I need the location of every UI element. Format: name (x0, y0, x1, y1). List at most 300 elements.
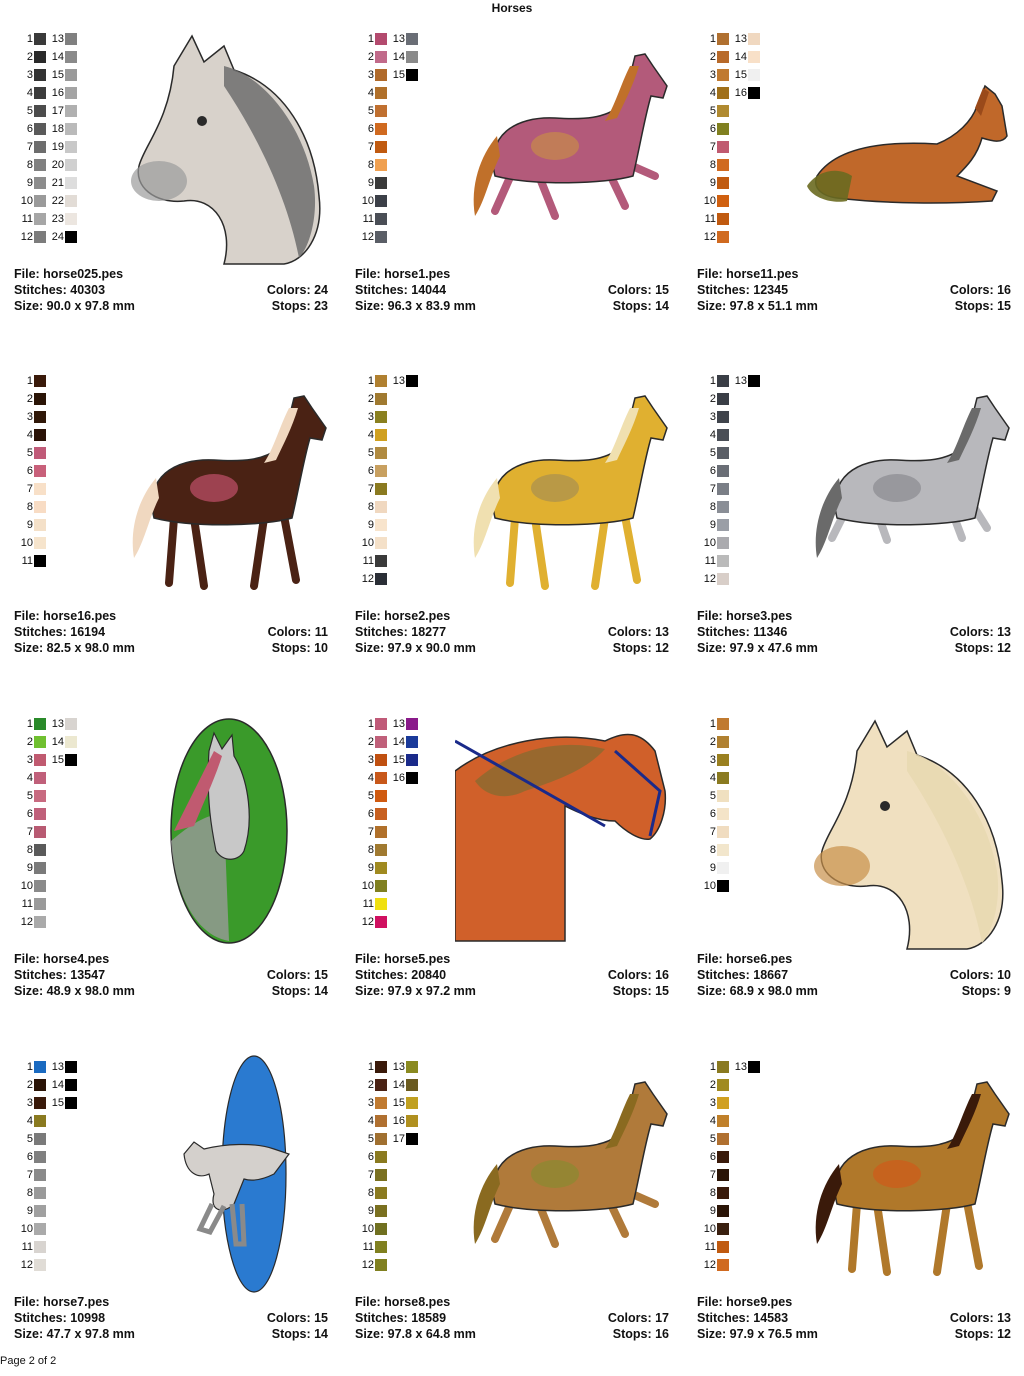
color-swatch (34, 1205, 46, 1217)
palette-row (14, 138, 77, 156)
palette-row (355, 426, 418, 444)
color-index: 9 (367, 519, 374, 531)
color-index: 2 (367, 51, 374, 63)
color-swatch (34, 1115, 46, 1127)
stitch-count: Stitches: 16194 (14, 625, 106, 639)
color-swatch (34, 898, 46, 910)
color-swatch (717, 213, 729, 225)
color-swatch (717, 429, 729, 441)
horse-illustration (455, 711, 685, 951)
palette-row (14, 1130, 77, 1148)
color-swatch (717, 483, 729, 495)
color-swatch (717, 195, 729, 207)
palette-row (14, 156, 77, 174)
color-index: 12 (20, 1259, 33, 1271)
palette-row (14, 1256, 77, 1274)
palette-row (355, 372, 418, 390)
palette-row (14, 877, 77, 895)
palette-row (355, 841, 418, 859)
palette-row (14, 859, 77, 877)
palette-row (14, 1238, 77, 1256)
color-index: 6 (367, 808, 374, 820)
palette-row (14, 120, 77, 138)
color-index: 10 (361, 1223, 374, 1235)
color-swatch (34, 1241, 46, 1253)
color-index: 4 (26, 1115, 33, 1127)
color-index: 15 (392, 754, 405, 766)
color-index: 3 (709, 411, 716, 423)
color-swatch (375, 808, 387, 820)
color-swatch (406, 754, 418, 766)
horse-illustration (114, 26, 344, 266)
color-index: 7 (367, 141, 374, 153)
color-swatch (717, 123, 729, 135)
stop-count: Stops: 14 (271, 984, 328, 998)
palette-row (697, 390, 760, 408)
palette-row (14, 841, 77, 859)
color-index: 11 (21, 555, 33, 567)
color-swatch (717, 1061, 729, 1073)
color-swatch (717, 772, 729, 784)
horse-body-shape (493, 396, 667, 525)
color-swatch (65, 231, 77, 243)
color-index: 2 (26, 51, 33, 63)
color-swatch (375, 123, 387, 135)
color-index: 9 (26, 1205, 33, 1217)
file-name: File: horse16.pes (14, 609, 117, 623)
palette-row (14, 1184, 77, 1202)
color-swatch (406, 51, 418, 63)
color-swatch (717, 501, 729, 513)
embroidery-preview (797, 1054, 1024, 1294)
color-swatch (34, 754, 46, 766)
palette-row (14, 408, 46, 426)
color-index: 11 (21, 898, 33, 910)
palette-row (14, 823, 77, 841)
design-size: Size: 97.9 x 76.5 mm (697, 1327, 818, 1341)
color-swatch (717, 411, 729, 423)
color-index: 9 (367, 862, 374, 874)
horse-illustration (797, 1054, 1024, 1294)
palette-row (355, 534, 418, 552)
color-index: 9 (709, 862, 716, 874)
stitch-count: Stitches: 10998 (14, 1311, 106, 1325)
color-index: 15 (392, 69, 405, 81)
color-swatch (34, 1061, 46, 1073)
color-index: 13 (734, 375, 747, 387)
palette-row (355, 1256, 418, 1274)
color-index: 14 (734, 51, 747, 63)
color-swatch (717, 159, 729, 171)
color-count: Colors: 11 (267, 625, 328, 639)
palette-row (355, 390, 418, 408)
color-index: 7 (709, 141, 716, 153)
palette-row (355, 408, 418, 426)
color-index: 10 (20, 537, 33, 549)
color-swatch (406, 1097, 418, 1109)
palette-row (14, 1148, 77, 1166)
color-index: 4 (367, 772, 374, 784)
palette-row (14, 480, 46, 498)
color-swatch (375, 718, 387, 730)
color-count: Colors: 16 (607, 968, 669, 982)
color-index: 11 (21, 213, 33, 225)
color-swatch (65, 69, 77, 81)
color-index: 11 (21, 1241, 33, 1253)
stitch-count: Stitches: 18667 (697, 968, 789, 982)
embroidery-preview (797, 368, 1024, 608)
color-swatch (34, 916, 46, 928)
palette-row (355, 715, 418, 733)
palette-row (355, 877, 418, 895)
color-swatch (65, 141, 77, 153)
color-swatch (34, 555, 46, 567)
color-swatch (375, 880, 387, 892)
palette-row (355, 516, 418, 534)
horse-muzzle-shape (814, 846, 870, 886)
stitch-count: Stitches: 13547 (14, 968, 106, 982)
color-index: 4 (367, 1115, 374, 1127)
design-size: Size: 47.7 x 97.8 mm (14, 1327, 135, 1341)
color-index: 3 (709, 754, 716, 766)
color-index: 16 (734, 87, 747, 99)
color-swatch (34, 826, 46, 838)
color-swatch (34, 195, 46, 207)
color-index: 5 (367, 790, 374, 802)
palette-row (697, 480, 760, 498)
color-index: 1 (709, 1061, 716, 1073)
color-index: 6 (367, 1151, 374, 1163)
horse-legs-shape (852, 1202, 979, 1272)
palette-row (355, 1076, 418, 1094)
design-size: Size: 90.0 x 97.8 mm (14, 299, 135, 313)
file-name: File: horse3.pes (697, 609, 793, 623)
color-index: 8 (709, 844, 716, 856)
color-swatch (34, 69, 46, 81)
color-swatch (748, 69, 760, 81)
color-swatch (34, 1169, 46, 1181)
color-swatch (375, 1241, 387, 1253)
color-index: 13 (734, 33, 747, 45)
color-swatch (34, 1079, 46, 1091)
palette-row (697, 30, 760, 48)
palette-row (697, 210, 760, 228)
color-palette (14, 372, 46, 570)
color-swatch (375, 1115, 387, 1127)
palette-row (697, 1238, 760, 1256)
color-swatch (717, 1133, 729, 1145)
palette-row (355, 570, 418, 588)
color-index: 17 (51, 105, 64, 117)
palette-row (697, 408, 760, 426)
color-index: 15 (392, 1097, 405, 1109)
design-size: Size: 97.8 x 51.1 mm (697, 299, 818, 313)
color-index: 13 (734, 1061, 747, 1073)
color-index: 9 (26, 862, 33, 874)
color-swatch (717, 790, 729, 802)
color-count: Colors: 24 (266, 283, 328, 297)
stitch-count: Stitches: 14044 (355, 283, 447, 297)
design-card (355, 360, 685, 690)
color-swatch (375, 177, 387, 189)
stop-count: Stops: 15 (612, 984, 669, 998)
color-swatch (375, 33, 387, 45)
color-index: 1 (367, 718, 374, 730)
color-swatch (34, 862, 46, 874)
color-swatch (375, 862, 387, 874)
color-swatch (34, 1097, 46, 1109)
palette-row (14, 444, 46, 462)
color-swatch (717, 736, 729, 748)
color-index: 6 (26, 465, 33, 477)
color-index: 6 (367, 123, 374, 135)
color-index: 4 (26, 87, 33, 99)
color-index: 3 (26, 69, 33, 81)
color-swatch (375, 141, 387, 153)
palette-row (14, 48, 77, 66)
color-index: 2 (709, 393, 716, 405)
color-swatch (34, 772, 46, 784)
color-swatch (375, 754, 387, 766)
palette-row (14, 1112, 77, 1130)
color-palette (697, 715, 729, 895)
color-index: 7 (26, 141, 33, 153)
design-info (355, 266, 669, 314)
color-index: 8 (26, 1187, 33, 1199)
color-index: 1 (26, 1061, 33, 1073)
color-swatch (748, 1061, 760, 1073)
color-index: 6 (709, 808, 716, 820)
color-index: 4 (709, 1115, 716, 1127)
color-index: 2 (709, 736, 716, 748)
palette-row (14, 534, 46, 552)
palette-row (697, 102, 760, 120)
color-swatch (375, 790, 387, 802)
color-swatch (375, 826, 387, 838)
palette-row (697, 174, 760, 192)
color-index: 13 (51, 718, 64, 730)
color-index: 23 (51, 213, 64, 225)
color-swatch (748, 87, 760, 99)
palette-row (14, 733, 77, 751)
palette-row (355, 913, 418, 931)
color-index: 12 (20, 231, 33, 243)
page-title: Horses (491, 1, 533, 15)
color-index: 3 (367, 754, 374, 766)
color-swatch (717, 465, 729, 477)
color-palette (14, 30, 77, 246)
color-swatch (34, 1259, 46, 1271)
design-size: Size: 96.3 x 83.9 mm (355, 299, 476, 313)
color-swatch (65, 1097, 77, 1109)
color-swatch (717, 177, 729, 189)
color-index: 2 (26, 736, 33, 748)
color-swatch (717, 754, 729, 766)
color-index: 12 (361, 231, 374, 243)
color-index: 12 (703, 573, 716, 585)
color-index: 16 (392, 772, 405, 784)
design-card (697, 703, 1024, 1033)
color-palette (14, 1058, 77, 1274)
color-swatch (717, 1187, 729, 1199)
color-index: 11 (362, 898, 374, 910)
color-swatch (375, 465, 387, 477)
horse-muzzle-shape (131, 161, 187, 201)
color-swatch (375, 195, 387, 207)
design-info (14, 1294, 328, 1342)
color-swatch (34, 393, 46, 405)
palette-row (697, 1148, 760, 1166)
color-index: 5 (709, 1133, 716, 1145)
color-palette (355, 1058, 418, 1274)
color-index: 13 (51, 33, 64, 45)
design-size: Size: 68.9 x 98.0 mm (697, 984, 818, 998)
palette-row (355, 48, 418, 66)
color-swatch (375, 736, 387, 748)
color-index: 5 (709, 105, 716, 117)
color-swatch (717, 393, 729, 405)
palette-row (697, 859, 729, 877)
palette-row (14, 895, 77, 913)
color-index: 1 (26, 718, 33, 730)
palette-row (697, 444, 760, 462)
palette-row (355, 823, 418, 841)
color-index: 7 (709, 826, 716, 838)
color-swatch (34, 231, 46, 243)
color-swatch (375, 159, 387, 171)
color-swatch (65, 159, 77, 171)
color-swatch (406, 1061, 418, 1073)
color-swatch (375, 1097, 387, 1109)
color-index: 9 (709, 519, 716, 531)
palette-row (697, 787, 729, 805)
palette-row (697, 552, 760, 570)
palette-row (14, 84, 77, 102)
stop-count: Stops: 15 (954, 299, 1011, 313)
color-swatch (375, 429, 387, 441)
color-swatch (34, 808, 46, 820)
palette-row (697, 769, 729, 787)
color-swatch (717, 1115, 729, 1127)
color-swatch (34, 447, 46, 459)
color-index: 14 (51, 736, 64, 748)
color-index: 15 (51, 69, 64, 81)
color-index: 12 (703, 231, 716, 243)
color-index: 3 (367, 1097, 374, 1109)
design-info (697, 951, 1011, 999)
palette-row (355, 1166, 418, 1184)
palette-row (14, 1220, 77, 1238)
palette-row (697, 1130, 760, 1148)
palette-row (697, 516, 760, 534)
color-index: 6 (26, 123, 33, 135)
color-swatch (375, 1151, 387, 1163)
design-card (14, 18, 344, 348)
color-swatch (34, 213, 46, 225)
file-name: File: horse7.pes (14, 1295, 110, 1309)
color-index: 2 (367, 736, 374, 748)
color-swatch (375, 1079, 387, 1091)
color-swatch (717, 105, 729, 117)
color-swatch (717, 87, 729, 99)
palette-row (697, 823, 729, 841)
color-swatch (375, 105, 387, 117)
color-count: Colors: 15 (266, 1311, 328, 1325)
color-swatch (65, 718, 77, 730)
color-index: 13 (392, 1061, 405, 1073)
color-index: 4 (367, 429, 374, 441)
color-index: 1 (367, 1061, 374, 1073)
color-index: 10 (703, 195, 716, 207)
color-index: 5 (367, 447, 374, 459)
color-index: 9 (709, 1205, 716, 1217)
palette-row (14, 210, 77, 228)
color-swatch (717, 808, 729, 820)
palette-row (697, 751, 729, 769)
color-index: 3 (367, 69, 374, 81)
palette-row (697, 733, 729, 751)
color-swatch (34, 411, 46, 423)
design-info (355, 1294, 669, 1342)
color-swatch (748, 51, 760, 63)
color-swatch (375, 1061, 387, 1073)
horse-illustration (455, 1054, 685, 1294)
color-swatch (34, 177, 46, 189)
color-index: 10 (703, 880, 716, 892)
color-index: 11 (704, 1241, 716, 1253)
color-swatch (34, 33, 46, 45)
color-swatch (717, 51, 729, 63)
color-index: 9 (367, 177, 374, 189)
horse-patch-shape (531, 474, 579, 502)
color-swatch (65, 1061, 77, 1073)
color-index: 5 (26, 1133, 33, 1145)
palette-row (14, 174, 77, 192)
color-swatch (375, 772, 387, 784)
color-swatch (406, 33, 418, 45)
color-swatch (375, 537, 387, 549)
palette-row (697, 570, 760, 588)
color-swatch (375, 393, 387, 405)
file-name: File: horse4.pes (14, 952, 110, 966)
horse-legs-shape (510, 516, 637, 586)
color-index: 1 (709, 375, 716, 387)
color-index: 11 (704, 213, 716, 225)
palette-row (14, 372, 46, 390)
design-size: Size: 97.9 x 47.6 mm (697, 641, 818, 655)
palette-row (355, 210, 418, 228)
color-swatch (34, 790, 46, 802)
color-index: 10 (703, 537, 716, 549)
color-index: 3 (709, 69, 716, 81)
color-swatch (34, 87, 46, 99)
color-swatch (34, 501, 46, 513)
color-swatch (65, 213, 77, 225)
design-card (14, 1046, 344, 1376)
horse-shadow-shape (807, 171, 852, 202)
horse-eye-shape (197, 116, 207, 126)
design-info (697, 266, 1011, 314)
color-swatch (406, 1133, 418, 1145)
color-count: Colors: 15 (266, 968, 328, 982)
palette-row (697, 156, 760, 174)
color-index: 4 (26, 772, 33, 784)
color-index: 21 (51, 177, 64, 189)
color-swatch (375, 1169, 387, 1181)
palette-row (14, 805, 77, 823)
palette-row (355, 1238, 418, 1256)
color-index: 1 (26, 375, 33, 387)
